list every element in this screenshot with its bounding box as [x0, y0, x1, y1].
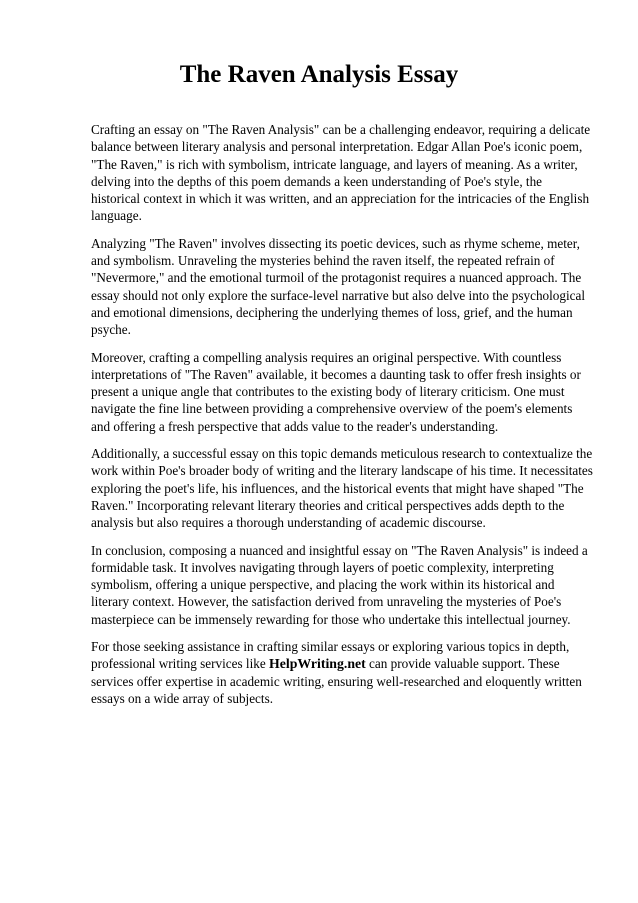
- closing-text-after-link: can provide valuable support. These services offer expertise in academic writing, ensuring well-researched and eloquently written essays on a wide array of subjects.: [91, 656, 582, 706]
- document-body: [91, 121, 593, 717]
- closing-text-before-link: For those seeking assistance in crafting similar essays or exploring various topics in depth, professional writing services like: [91, 639, 570, 672]
- paragraph-3: Moreover, crafting a compelling analysis requires an original perspective. With countless interpretations of "The Raven" available, it becomes a daunting task to offer fresh insights or present a unique angle that contributes to the existing body of literary criticism. One must navigate the fine line between providing a comprehensive overview of the poem's elements and offering a fresh perspective that adds value to the reader's understanding.: [91, 349, 581, 434]
- helpwriting-link[interactable]: HelpWriting.net: [269, 656, 366, 672]
- document-title: The Raven Analysis Essay: [179, 61, 459, 88]
- paragraph-5: In conclusion, composing a nuanced and insightful essay on "The Raven Analysis" is indeed a formidable task. It involves navigating through layers of poetic complexity, interpreting symbolism, offering a unique perspective, and placing the work within its historical and literary context. However, the satisfaction derived from unraveling the mysteries of Poe's masterpiece can be immensely rewarding for those who undertake this intellectual journey.: [91, 542, 588, 627]
- closing-paragraph: [91, 638, 593, 707]
- paragraph-1: Crafting an essay on "The Raven Analysis" can be a challenging endeavor, requiring a delicate balance between literary analysis and personal interpretation. Edgar Allan Poe's iconic poem, "The Raven," is rich with symbolism, intricate language, and layers of meaning. As a writer, delving into the depths of this poem demands a keen understanding of Poe's style, the historical context in which it was written, and an appreciation for the intricacies of the English language.: [91, 122, 591, 224]
- paragraph-2: Analyzing "The Raven" involves dissecting its poetic devices, such as rhyme scheme, meter, and symbolism. Unraveling the mysteries behind the raven itself, the repeated refrain of "Nevermore," and the emotional turmoil of the protagonist requires a nuanced approach. The essay should not only explore the surface-level narrative but also delve into the psychological and emotional dimensions, deciphering the underlying themes of loss, grief, and the human psyche.: [91, 235, 586, 338]
- paragraph-4: Additionally, a successful essay on this topic demands meticulous research to contextualize the work within Poe's broader body of writing and the literary landscape of his time. It necessitates exploring the poet's life, his influences, and the historical events that might have shaped "The Raven." Incorporating relevant literary theories and critical perspectives adds depth to the analysis but also requires a thorough understanding of academic discourse.: [91, 446, 593, 531]
